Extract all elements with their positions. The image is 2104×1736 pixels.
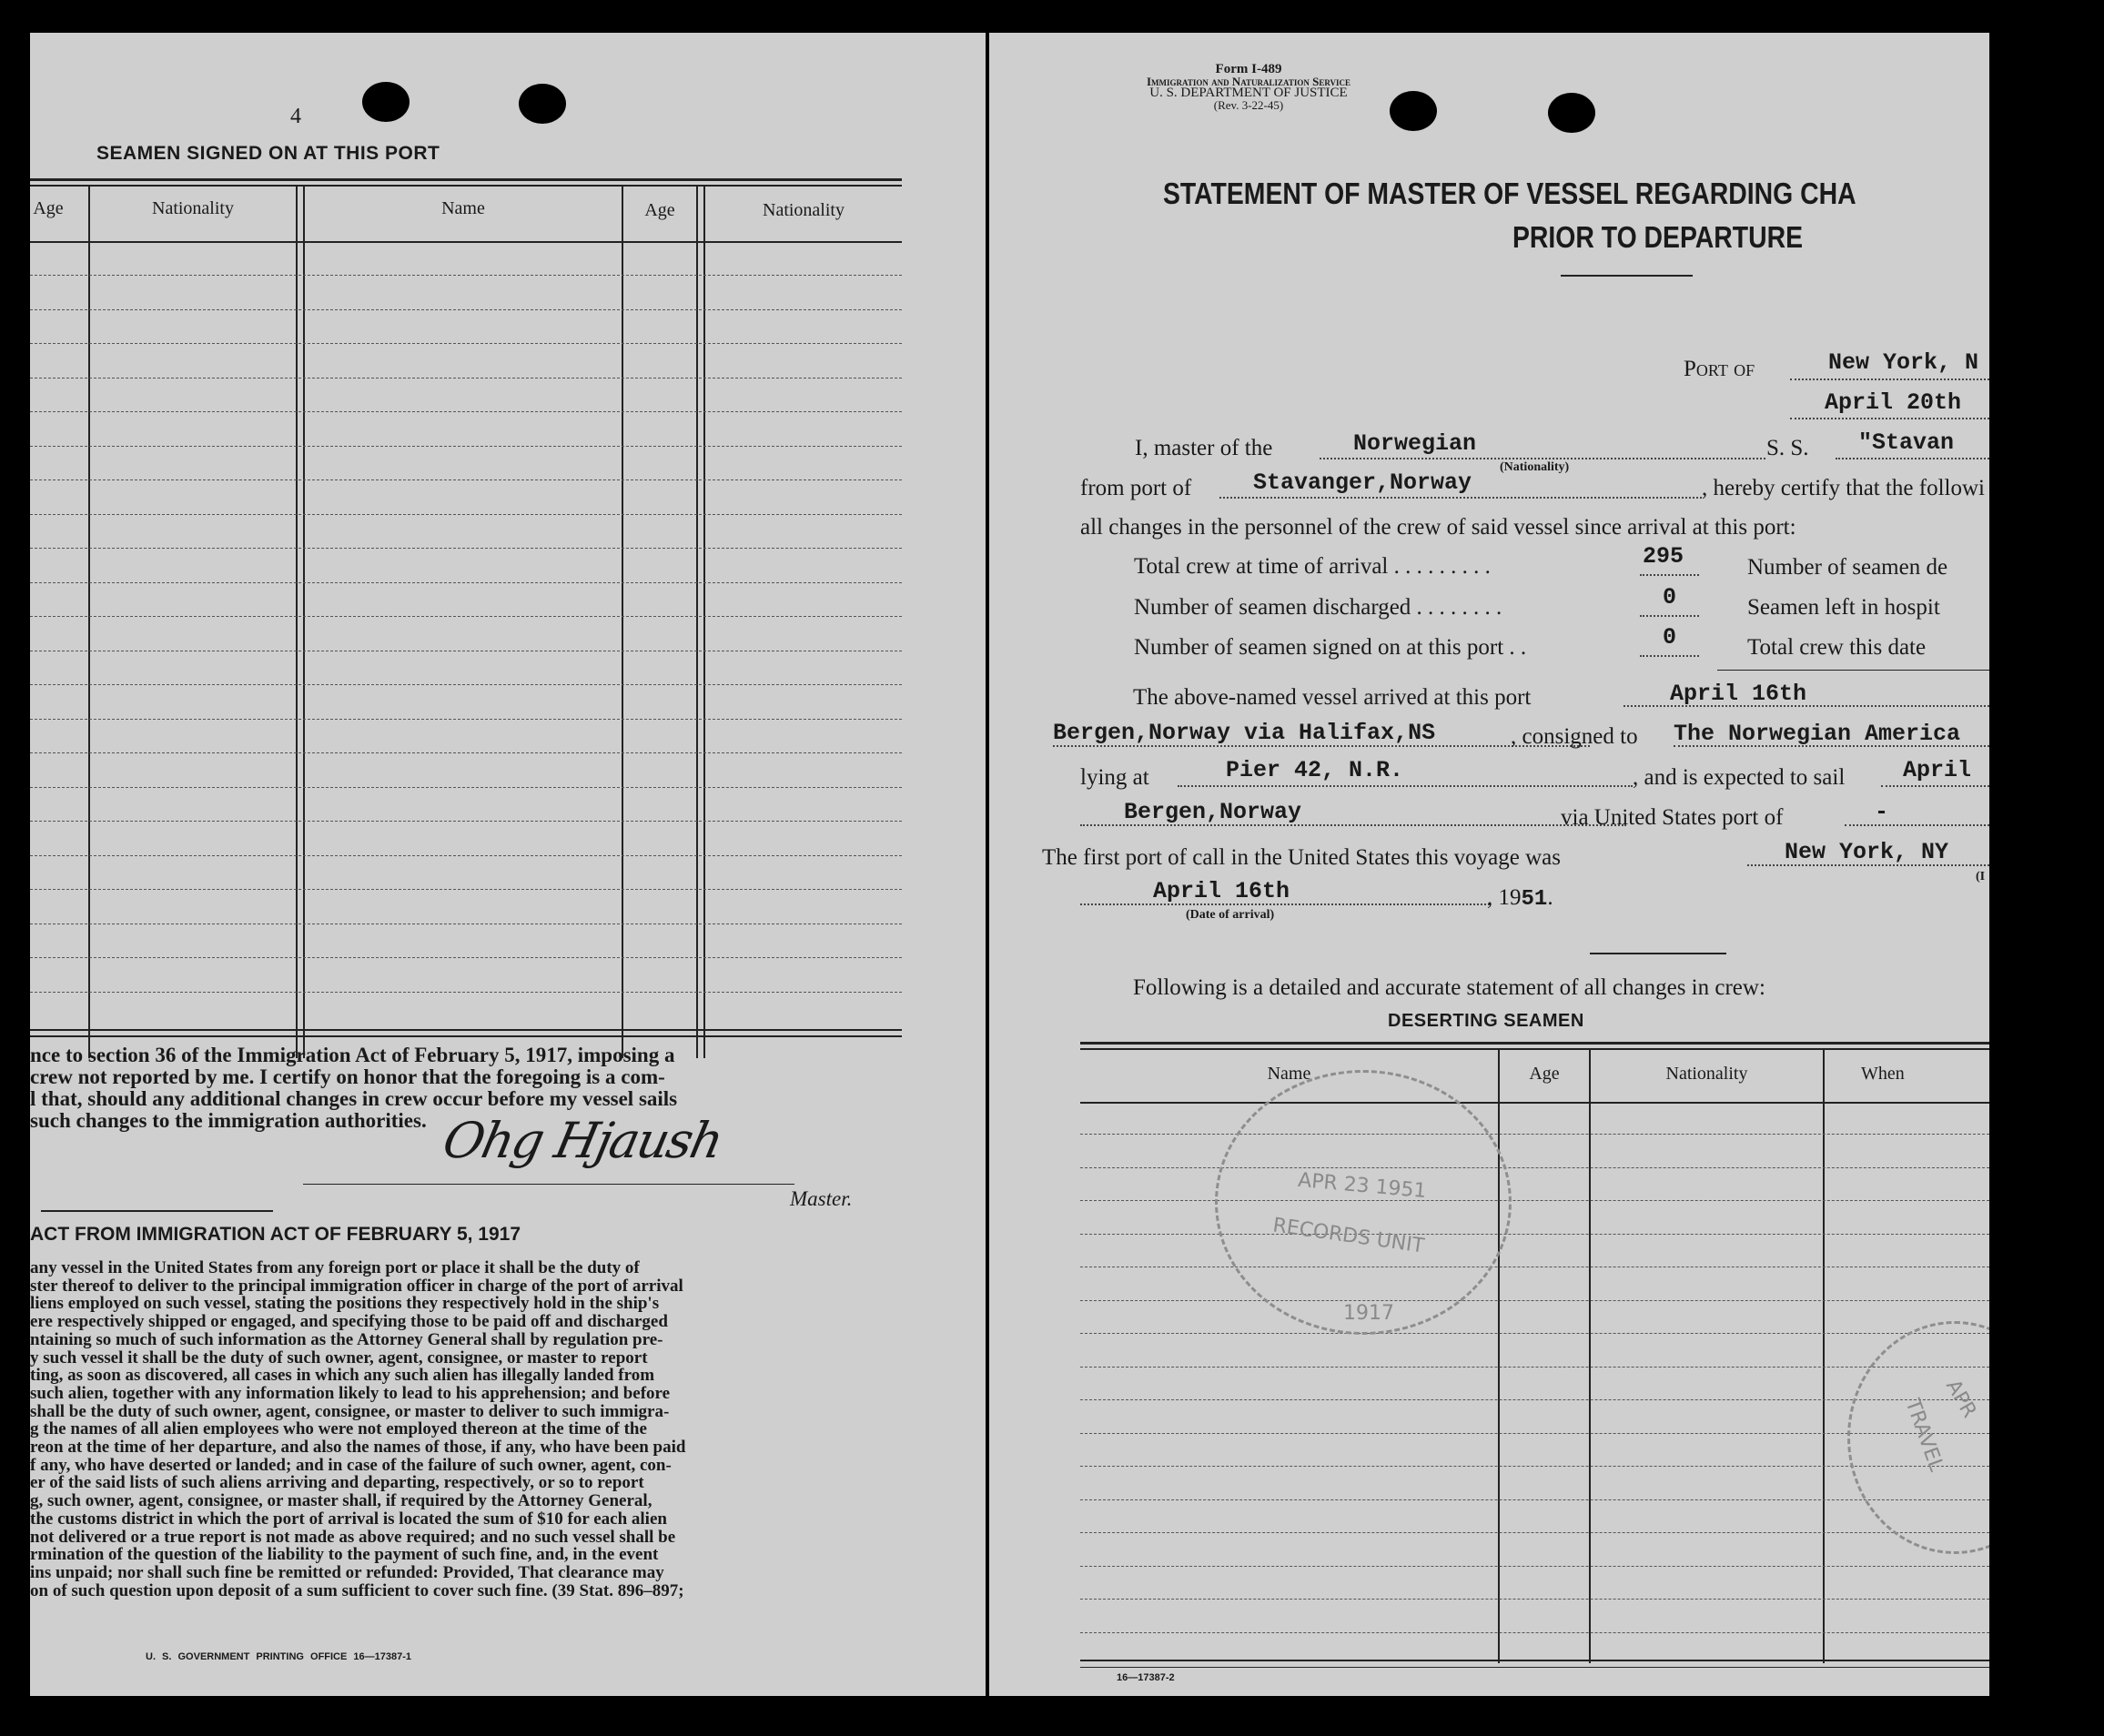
column-divider (622, 185, 623, 1058)
first-port-caption: (I (1976, 870, 1986, 883)
extract-line: er of the said lists of such aliens arriving and departing, respectively, or so to report (30, 1473, 644, 1493)
table-row (30, 275, 902, 276)
consigned-underline (1674, 745, 1989, 747)
via-value: - (1875, 799, 1889, 825)
extract-line: reon at the time of her departure, and also the names of those, if any, who have been paid (30, 1438, 686, 1458)
stamp-unit: RECORDS UNIT (1271, 1214, 1426, 1258)
table-row (1080, 1599, 1989, 1600)
left-heading: SEAMEN SIGNED ON AT THIS PORT (96, 143, 440, 164)
column-divider (1498, 1048, 1500, 1663)
table-row (30, 548, 902, 549)
punch-hole (519, 84, 566, 124)
punch-hole (362, 82, 410, 122)
extract-line: ere respectively shipped or engaged, and specifying those to be paid off and discharged (30, 1312, 668, 1332)
route-value: Bergen,Norway via Halifax,NS (1053, 720, 1436, 746)
extract-line: not delivered or a true report is not made as above required; and no such vessel shall be (30, 1527, 676, 1547)
table-row (30, 787, 902, 788)
deserting-heading: DESERTING SEAMEN (1388, 1011, 1584, 1031)
signature-line (303, 1184, 794, 1185)
nationality-value: Norwegian (1353, 430, 1477, 457)
table-row (30, 309, 902, 310)
table-row (30, 616, 902, 617)
extract-line: ins unpaid; nor shall such fine be remitted or refunded: Provided, That clearance may (30, 1562, 664, 1582)
right-page (989, 33, 1989, 1696)
table-bottom-rule (30, 1035, 902, 1037)
destination-value: Bergen,Norway (1124, 799, 1302, 825)
arrived-value: April 16th (1670, 681, 1807, 707)
date-underline (1790, 418, 1989, 419)
form-title: STATEMENT OF MASTER OF VESSEL REGARDING CHA (1163, 177, 1856, 210)
year-prefix: , 19 (1487, 885, 1522, 910)
arrived-underline (1624, 705, 1989, 707)
table-top-rule (30, 185, 902, 187)
via-label: via United States port of (1561, 805, 1784, 830)
extract-line: shall be the duty of such owner, agent, consignee, or master to deliver to such immigra- (30, 1401, 670, 1421)
route-underline (1053, 745, 1590, 747)
changes-intro: Following is a detailed and accurate statement of all changes in crew: (1133, 975, 1765, 1000)
table-row (30, 821, 902, 822)
from-port-label: from port of (1080, 476, 1192, 500)
ss-label: S. S. (1766, 436, 1809, 460)
form-subtitle: PRIOR TO DEPARTURE (1512, 220, 1804, 254)
port-value: New York, N (1828, 349, 1979, 376)
table-row (30, 343, 902, 344)
port-underline (1790, 378, 1989, 380)
master-signature: Ohg Hjaush (438, 1112, 727, 1169)
certification-line: crew not reported by me. I certify on honor that the foregoing is a com- (30, 1065, 665, 1088)
column-header: Age (1529, 1064, 1560, 1084)
extract-line: liens employed on such vessel, stating the positions they respectively hold in the ship's (30, 1294, 660, 1314)
left-footer: U. S. GOVERNMENT PRINTING OFFICE 16—17387-1 (146, 1651, 412, 1662)
extract-line: such alien, together with any information likely to lead to his apprehension; and before (30, 1383, 671, 1403)
extract-line: f any, who have deserted or landed; and in case of the failure of such owner, agent, con- (30, 1455, 672, 1475)
right-footer: 16—17387-2 (1117, 1672, 1175, 1683)
form-number: Form I-489 (1215, 62, 1282, 76)
count-right-label: Total crew this date (1747, 635, 1927, 660)
count-underline (1640, 574, 1699, 576)
column-divider (303, 185, 305, 1058)
column-header: Name (441, 198, 485, 218)
table-row (30, 446, 902, 447)
table-row (30, 752, 902, 753)
extract-line: the customs district in which the port of arrival is located the sum of $10 for each alien (30, 1509, 667, 1529)
header-rule (1080, 1102, 1989, 1104)
separator-rule (41, 1210, 273, 1212)
header-rule (30, 241, 902, 243)
ship-name-value: "Stavan (1858, 429, 1955, 456)
stamp-travel: TRAVEL (1900, 1396, 1948, 1475)
nationality-underline (1320, 458, 1765, 459)
date-value: April 20th (1825, 389, 1962, 416)
table-row (30, 992, 902, 993)
column-header: Nationality (763, 200, 845, 220)
table-row (30, 719, 902, 720)
column-header: Name (1267, 1064, 1311, 1084)
extract-line: ting, as soon as discovered, all cases in which any such alien has illegally landed from (30, 1366, 655, 1386)
table-row (1080, 1499, 1989, 1500)
table-bottom-rule (30, 1029, 902, 1031)
table-row (30, 957, 902, 958)
table-row (30, 855, 902, 856)
arrival-caption: (Date of arrival) (1186, 908, 1275, 922)
table-row (1080, 1134, 1989, 1135)
stamp-year: 1917 (1343, 1302, 1394, 1325)
from-port-value: Stavanger,Norway (1253, 469, 1472, 496)
table-top-rule (30, 178, 902, 181)
table-row (30, 479, 902, 480)
table-row (30, 684, 902, 685)
stamp-month: APR (1941, 1376, 1981, 1422)
table-row (1080, 1566, 1989, 1567)
extract-line: any vessel in the United States from any foreign port or place it shall be the duty of (30, 1258, 640, 1277)
table-row (30, 889, 902, 890)
table-row (1080, 1632, 1989, 1633)
column-divider (296, 185, 298, 1058)
table-row (1080, 1234, 1989, 1235)
extract-heading: ACT FROM IMMIGRATION ACT OF FEBRUARY 5, 1917 (30, 1224, 521, 1245)
count-label: Number of seamen discharged . . . . . . . . (1134, 595, 1502, 620)
lying-label: lying at (1080, 765, 1149, 790)
column-divider (1589, 1048, 1591, 1663)
count-label: Number of seamen signed on at this port . . (1134, 635, 1527, 660)
count-right-label: Number of seamen de (1747, 555, 1948, 580)
column-header: Nationality (152, 198, 234, 218)
arrival-year (1487, 885, 1553, 912)
lying-underline (1178, 785, 1633, 787)
counts-rule (1717, 670, 1989, 671)
count-value: 0 (1663, 624, 1677, 651)
column-header: Age (33, 198, 64, 218)
certification-line: such changes to the immigration authorities. (30, 1109, 427, 1132)
sail-underline (1881, 785, 1989, 787)
form-department: U. S. DEPARTMENT OF JUSTICE (1149, 86, 1348, 100)
table-bottom-rule (1080, 1660, 1989, 1661)
column-header: Age (644, 200, 675, 220)
lying-value: Pier 42, N.R. (1226, 757, 1404, 783)
arrival-date-underline (1080, 903, 1490, 905)
count-underline (1640, 655, 1699, 657)
column-divider (696, 185, 698, 1058)
left-page (30, 33, 986, 1696)
sail-value: April (1903, 757, 1972, 783)
count-value: 0 (1663, 584, 1677, 611)
table-row (30, 514, 902, 515)
count-underline (1640, 615, 1699, 617)
form-header (1085, 64, 1412, 111)
received-stamp (1215, 1070, 1512, 1335)
table-row (1080, 1532, 1989, 1533)
section-rule (1590, 953, 1726, 954)
destination-underline (1080, 824, 1626, 826)
column-divider (88, 185, 90, 1058)
port-label: Port of (1684, 357, 1755, 381)
consigned-value: The Norwegian America (1674, 721, 1961, 747)
first-port-underline (1747, 864, 1989, 866)
form-agency: Immigration and Naturalization Service (1146, 75, 1351, 88)
table-row (1080, 1367, 1989, 1368)
arrived-label: The above-named vessel arrived at this port (1133, 685, 1532, 710)
count-right-label: Seamen left in hospit (1747, 595, 1940, 620)
extract-text (30, 1259, 685, 1600)
stamp-date: APR 23 1951 (1297, 1168, 1428, 1204)
table-top-rule (1080, 1042, 1989, 1045)
table-row (30, 582, 902, 583)
master-label: I, master of the (1135, 436, 1273, 460)
year-suffix: . (1547, 885, 1553, 910)
travel-stamp (1847, 1321, 1989, 1554)
extract-line: on of such question upon deposit of a sum sufficient to cover such fine. (39 Stat. 896–897; (30, 1580, 684, 1600)
footer-rule (1080, 1667, 1989, 1668)
consigned-label: , consigned to (1511, 724, 1638, 749)
first-port-value: New York, NY (1785, 839, 1949, 865)
column-header: Nationality (1665, 1064, 1748, 1084)
certification-line: nce to section 36 of the Immigration Act of February 5, 1917, imposing a (30, 1044, 675, 1066)
table-row (30, 411, 902, 412)
nationality-caption: (Nationality) (1500, 460, 1570, 474)
sail-label: , and is expected to sail (1633, 765, 1846, 790)
table-top-rule (1080, 1048, 1989, 1050)
extract-line: ntaining so much of such information as the Attorney General shall by regulation pre- (30, 1329, 663, 1349)
punch-hole (1548, 93, 1595, 133)
title-rule (1561, 275, 1693, 277)
certification-line: l that, should any additional changes in crew occur before my vessel sails (30, 1087, 678, 1110)
table-row (1080, 1300, 1989, 1301)
arrival-date-value: April 16th (1153, 878, 1290, 904)
extract-line: g the names of all alien employees who were not employed thereon at the time of the (30, 1419, 647, 1439)
column-header: When (1861, 1064, 1905, 1084)
table-row (1080, 1333, 1989, 1334)
ship-underline (1836, 458, 1989, 459)
count-value: 295 (1643, 543, 1684, 570)
via-underline (1845, 824, 1989, 826)
count-label: Total crew at time of arrival . . . . . . . . . (1134, 554, 1491, 579)
year-value: 51 (1521, 887, 1548, 912)
signature-label: Master. (790, 1187, 853, 1210)
column-divider (703, 185, 705, 1058)
extract-line: ster thereof to deliver to the principal immigration officer in charge of the port of arrival (30, 1276, 683, 1296)
first-port-label: The first port of call in the United States this voyage was (1042, 845, 1562, 870)
form-revision: (Rev. 3-22-45) (1213, 98, 1284, 112)
extract-line: rmination of the question of the liability to the payment of such fine, and, in the event (30, 1545, 659, 1565)
page-number: 4 (290, 105, 301, 128)
extract-line: g, such owner, agent, consignee, or master shall, if required by the Attorney General, (30, 1491, 652, 1511)
certify-text: , hereby certify that the followi (1702, 476, 1985, 500)
column-divider (1823, 1048, 1825, 1663)
changes-text: all changes in the personnel of the crew of said vessel since arrival at this port: (1080, 515, 1796, 540)
table-row (1080, 1167, 1989, 1168)
from-port-underline (1219, 497, 1702, 499)
extract-line: y such vessel it shall be the duty of such owner, agent, consignee, or master to report (30, 1347, 648, 1368)
